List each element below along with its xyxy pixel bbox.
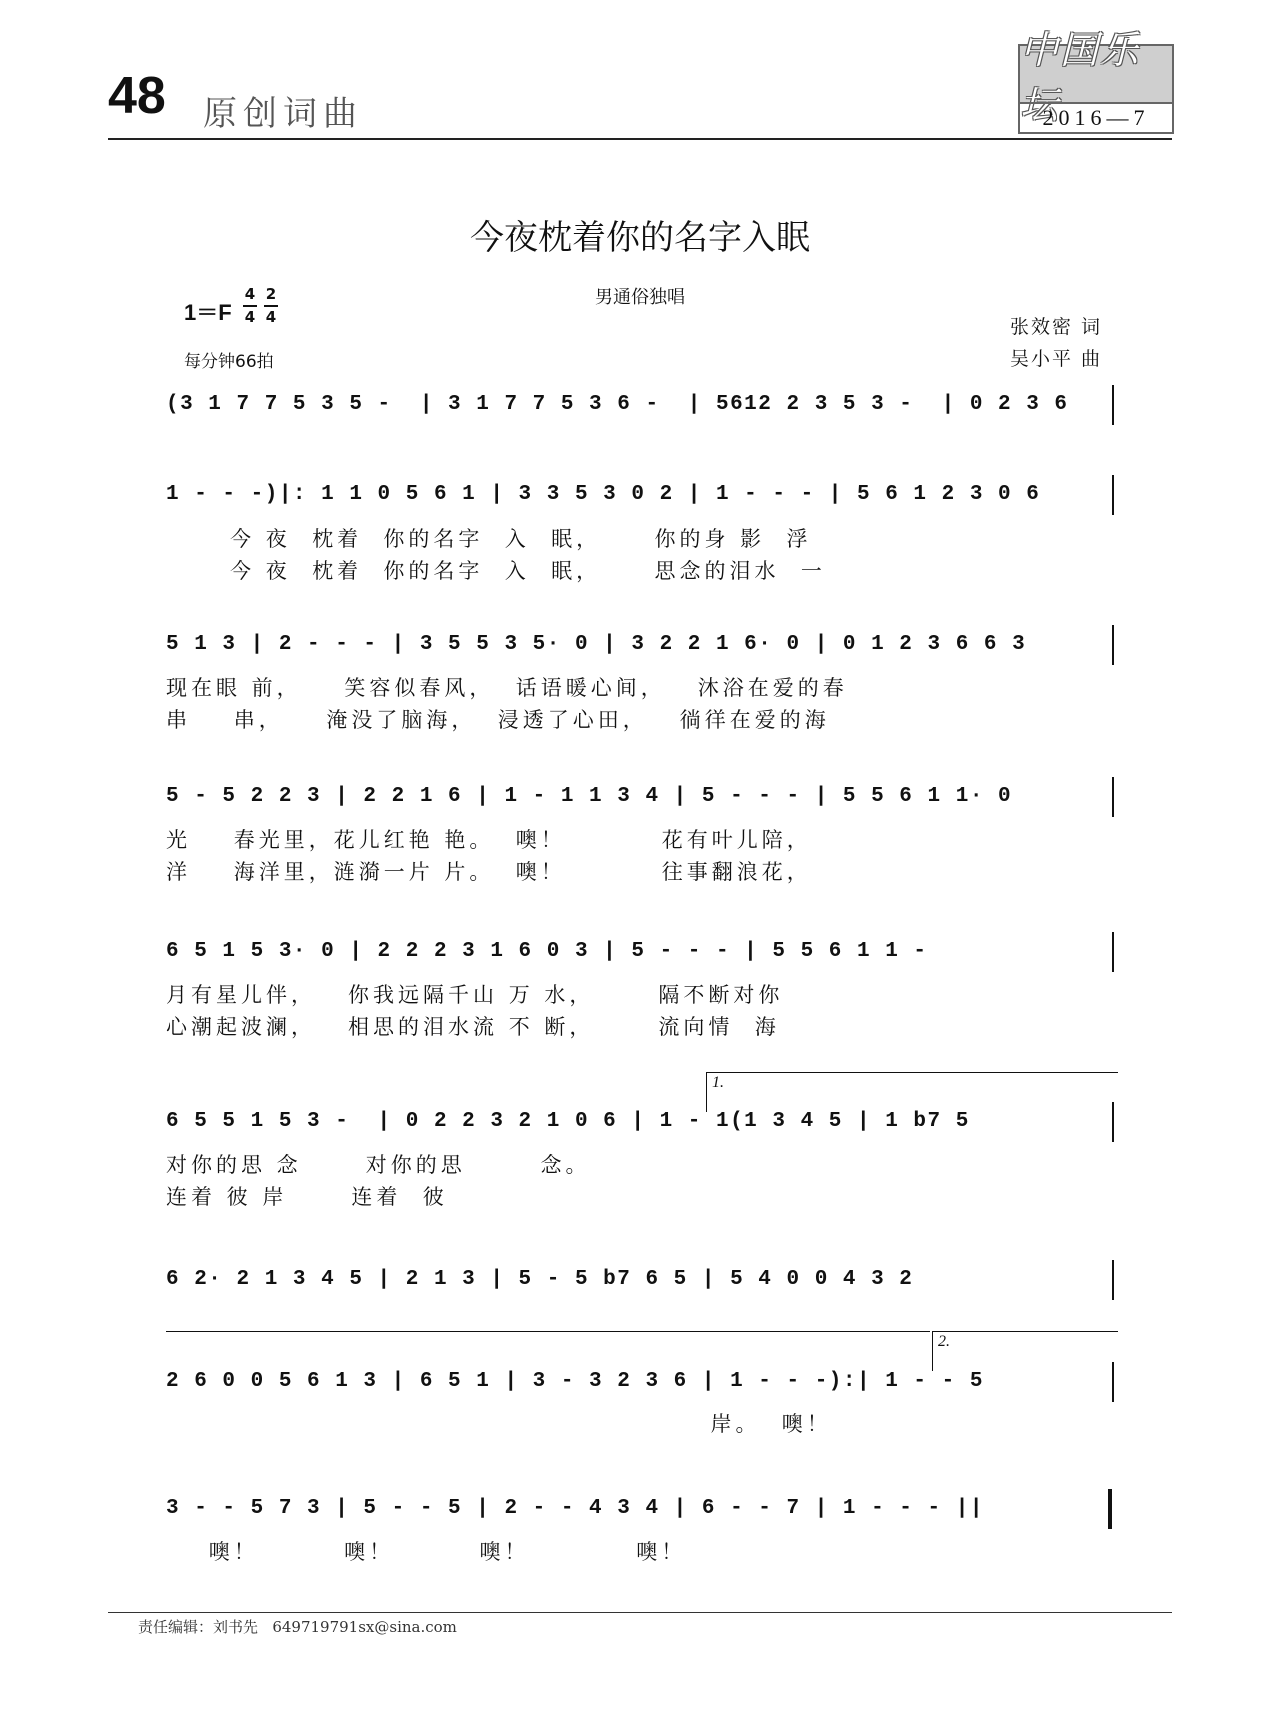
lyrics-verse-1: 噢！ 噢！ 噢！ 噢！ bbox=[166, 1540, 687, 1564]
time-sig-2-bar bbox=[264, 305, 278, 307]
barline bbox=[1112, 385, 1114, 425]
volta-bracket bbox=[932, 1331, 1118, 1332]
lyrics-verse-1: 今 夜 枕着 你的名字 入 眠， 你的身 影 浮 bbox=[166, 527, 812, 551]
song-subtitle: 男通俗独唱 bbox=[595, 287, 685, 308]
song-title: 今夜枕着你的名字入眠 bbox=[470, 218, 810, 258]
score-notes: 6 5 5 1 5 3 - | 0 2 2 3 2 1 0 6 | 1 - 1(1 3 4 5 | 1 b7 5 bbox=[166, 1110, 970, 1133]
volta-1-continuation bbox=[166, 1331, 930, 1332]
page-number: 48 bbox=[108, 67, 166, 125]
composer-credit: 吴小平 曲 bbox=[1010, 348, 1103, 370]
lyrics-verse-1: 对你的思 念 对你的思 念。 bbox=[166, 1153, 591, 1177]
volta-label: 1. bbox=[712, 1074, 724, 1091]
lyrics-verse-2: 连着 彼 岸 连着 彼 bbox=[166, 1185, 448, 1209]
score-notes: (3 1 7 7 5 3 5 - | 3 1 7 7 5 3 6 - | 5612 2 3 5 3 - | 0 2 3 6 bbox=[166, 393, 1069, 416]
barline bbox=[1112, 1362, 1114, 1402]
tempo-marking: 每分钟66拍 bbox=[184, 352, 274, 372]
editor-email: 649719791sx@sina.com bbox=[272, 1618, 457, 1636]
issue-label: 2016—7 bbox=[1018, 102, 1174, 134]
score-notes: 5 - 5 2 2 3 | 2 2 1 6 | 1 - 1 1 3 4 | 5 - - - | 5 5 6 1 1· 0 bbox=[166, 785, 1013, 808]
barline bbox=[1112, 1260, 1114, 1300]
footer-divider bbox=[108, 1612, 1172, 1613]
time-sig-2-top: 2 bbox=[265, 285, 277, 303]
score-notes: 2 6 0 0 5 6 1 3 | 6 5 1 | 3 - 3 2 3 6 | 1 - - -):| 1 - - 5 bbox=[166, 1370, 984, 1393]
score-notes: 6 2· 2 1 3 4 5 | 2 1 3 | 5 - 5 b7 6 5 | 5 4 0 0 4 3 2 bbox=[166, 1268, 914, 1291]
time-sig-1-bottom: 4 bbox=[244, 308, 256, 326]
score-notes: 3 - - 5 7 3 | 5 - - 5 | 2 - - 4 3 4 | 6 - - 7 | 1 - - - || bbox=[166, 1497, 984, 1520]
lyrics-verse-2: 串 串， 淹没了脑海， 浸透了心田， 徜徉在爱的海 bbox=[166, 708, 830, 732]
header-divider bbox=[108, 138, 1172, 140]
footer-credits bbox=[138, 1616, 457, 1637]
lyrics-verse-2: 今 夜 枕着 你的名字 入 眠， 思念的泪水 一 bbox=[166, 559, 826, 583]
lyricist-credit: 张效密 词 bbox=[1010, 316, 1103, 338]
time-sig-1-top: 4 bbox=[244, 285, 256, 303]
volta-bracket-left bbox=[932, 1331, 933, 1371]
barline bbox=[1112, 777, 1114, 817]
volta-bracket bbox=[706, 1072, 1118, 1073]
key-signature: 1＝F bbox=[184, 300, 232, 325]
lyrics-verse-2: 洋 海洋里，涟漪一片 片。 噢！ 往事翻浪花， bbox=[166, 860, 812, 884]
final-barline bbox=[1108, 1489, 1112, 1529]
volta-label: 2. bbox=[938, 1333, 950, 1350]
lyrics-verse-2: 心潮起波澜， 相思的泪水流 不 断， 流向情 海 bbox=[166, 1015, 780, 1039]
score-notes: 5 1 3 | 2 - - - | 3 5 5 3 5· 0 | 3 2 2 1 6· 0 | 0 1 2 3 6 6 3 bbox=[166, 633, 1027, 656]
score-notes: 1 - - -)|: 1 1 0 5 6 1 | 3 3 5 3 0 2 | 1 - - - | 5 6 1 2 3 0 6 bbox=[166, 483, 1041, 506]
time-sig-2-bottom: 4 bbox=[265, 308, 277, 326]
barline bbox=[1112, 1102, 1114, 1142]
editor-credit: 责任编辑：刘书先 bbox=[138, 1618, 259, 1636]
lyrics-verse-1: 月有星儿伴， 你我远隔千山 万 水， 隔不断对你 bbox=[166, 983, 784, 1007]
time-sig-1-bar bbox=[243, 305, 257, 307]
lyrics-verse-1: 现在眼 前， 笑容似春风， 话语暖心间， 沐浴在爱的春 bbox=[166, 676, 848, 700]
section-title: 原创词曲 bbox=[203, 94, 363, 134]
volta-bracket-left bbox=[706, 1072, 707, 1112]
score-notes: 6 5 1 5 3· 0 | 2 2 2 3 1 6 0 3 | 5 - - - | 5 5 6 1 1 - bbox=[166, 940, 928, 963]
barline bbox=[1112, 932, 1114, 972]
magazine-logo: 中国乐坛 bbox=[1018, 44, 1174, 104]
barline bbox=[1112, 625, 1114, 665]
lyrics-verse-1: 光 春光里，花儿红艳 艳。 噢！ 花有叶儿陪， bbox=[166, 828, 812, 852]
barline bbox=[1112, 475, 1114, 515]
lyrics-verse-1: 岸。 噢！ bbox=[166, 1412, 832, 1436]
